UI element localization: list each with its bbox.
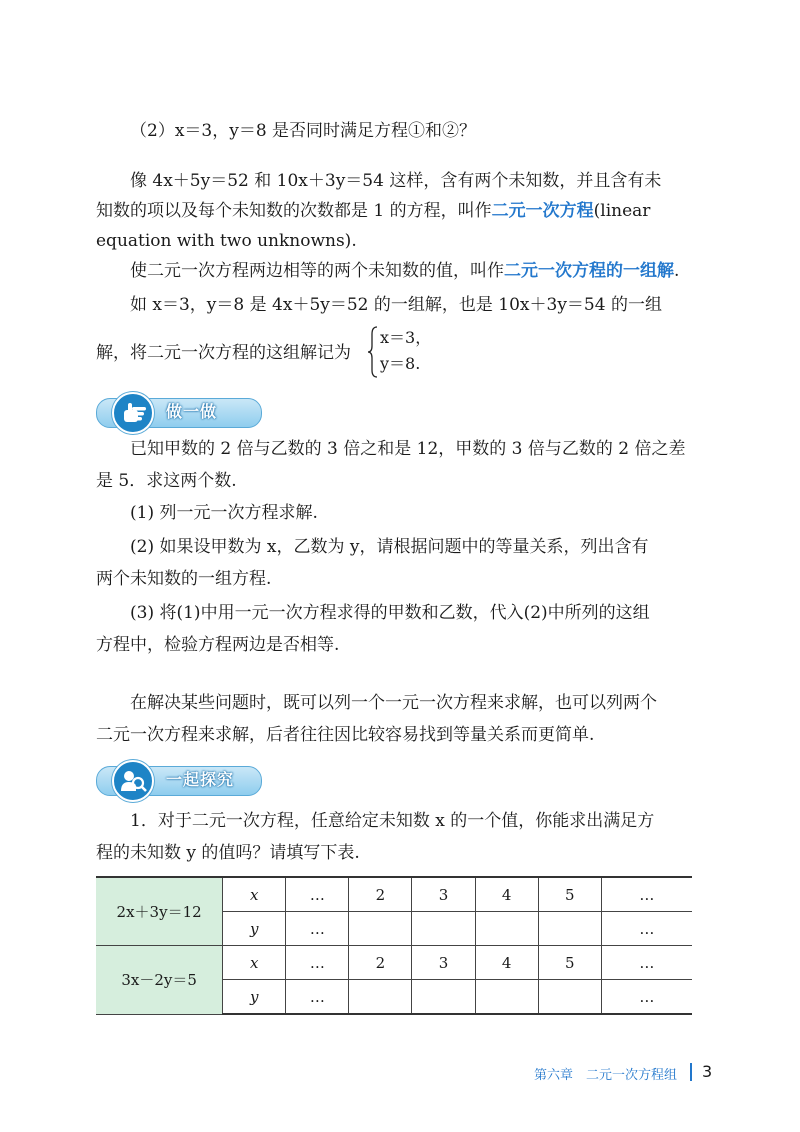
blank-cell[interactable] — [349, 980, 412, 1015]
footer-divider — [690, 1063, 692, 1081]
system-eq-2: y＝8. — [380, 354, 421, 373]
x-label-cell: x — [223, 877, 286, 912]
table-cell: 2 — [349, 877, 412, 912]
task-line-1: 已知甲数的 2 倍与乙数的 3 倍之和是 12，甲数的 3 倍与乙数的 2 倍之差 — [130, 439, 686, 459]
equation-system — [368, 326, 438, 378]
hand-icon — [112, 392, 154, 434]
term-solution: 二元一次方程的一组解 — [504, 261, 674, 281]
blank-cell[interactable] — [538, 980, 601, 1015]
banner-label: 一起探究 — [166, 770, 235, 789]
chapter-title: 第六章 二元一次方程组 — [534, 1068, 678, 1083]
equation-cell: 2x＋3y＝12 — [96, 877, 223, 946]
definition-english: (linear — [593, 201, 651, 221]
solution-def-end: . — [674, 261, 680, 281]
blank-cell[interactable] — [475, 980, 538, 1015]
y-label-cell: y — [223, 980, 286, 1015]
blank-cell[interactable] — [412, 912, 475, 946]
page-footer — [520, 1061, 720, 1085]
search-person-icon — [112, 760, 154, 802]
question-2: （2）x＝3，y＝8 是否同时满足方程①和②？ — [130, 121, 477, 141]
explore-line-1: 1．对于二元一次方程，任意给定未知数 x 的一个值，你能求出满足方 — [130, 811, 655, 831]
term-linear-equation: 二元一次方程 — [491, 201, 594, 221]
task-step-1: (1) 列一元一次方程求解. — [130, 503, 318, 523]
definition-line-3: equation with two unknowns). — [96, 231, 357, 251]
table-cell: … — [601, 946, 692, 980]
table-cell: 3 — [412, 877, 475, 912]
task-line-2: 是 5．求这两个数. — [96, 471, 237, 491]
table-cell: 5 — [538, 946, 601, 980]
table-cell: 3 — [412, 946, 475, 980]
definition-text: 知数的项以及每个未知数的次数都是 1 的方程，叫作 — [96, 201, 492, 221]
system-eq-1: x＝3， — [380, 328, 432, 347]
table-cell: 5 — [538, 877, 601, 912]
example-line-2: 解，将二元一次方程的这组解记为 — [96, 343, 351, 363]
table-row — [96, 877, 692, 912]
table-row — [96, 946, 692, 980]
example-line-1: 如 x＝3，y＝8 是 4x＋5y＝52 的一组解，也是 10x＋3y＝54 的一组 — [130, 295, 662, 315]
x-label-cell: x — [223, 946, 286, 980]
y-label-cell: y — [223, 912, 286, 946]
task-step-2a: (2) 如果设甲数为 x，乙数为 y，请根据问题中的等量关系，列出含有 — [130, 537, 649, 557]
table-cell: … — [286, 877, 349, 912]
definition-line-1: 像 4x＋5y＝52 和 10x＋3y＝54 这样，含有两个未知数，并且含有未 — [130, 171, 662, 191]
definition-line-2 — [96, 198, 706, 224]
table-cell: … — [286, 912, 349, 946]
explore-line-2: 程的未知数 y 的值吗？请填写下表. — [96, 843, 360, 863]
note-line-1: 在解决某些问题时，既可以列一个一元一次方程来求解，也可以列两个 — [130, 693, 657, 713]
banner-label: 做一做 — [166, 402, 218, 421]
table-cell: 2 — [349, 946, 412, 980]
solution-def-text: 使二元一次方程两边相等的两个未知数的值，叫作 — [130, 261, 504, 281]
task-step-3b: 方程中，检验方程两边是否相等. — [96, 635, 340, 655]
table-cell: … — [601, 912, 692, 946]
equation-cell: 3x－2y＝5 — [96, 946, 223, 1015]
value-table — [96, 876, 692, 1015]
brace-icon — [368, 326, 378, 378]
table-cell: 4 — [475, 877, 538, 912]
note-line-2: 二元一次方程来求解，后者往往因比较容易找到等量关系而更简单. — [96, 725, 595, 745]
table-cell: … — [601, 877, 692, 912]
task-step-2b: 两个未知数的一组方程. — [96, 569, 272, 589]
table-cell: … — [286, 946, 349, 980]
banner-explore — [96, 760, 262, 800]
blank-cell[interactable] — [349, 912, 412, 946]
table-cell: 4 — [475, 946, 538, 980]
solution-definition — [130, 258, 706, 284]
blank-cell[interactable] — [412, 980, 475, 1015]
page-number: 3 — [702, 1062, 713, 1081]
blank-cell[interactable] — [475, 912, 538, 946]
task-step-3a: (3) 将(1)中用一元一次方程求得的甲数和乙数，代入(2)中所列的这组 — [130, 603, 650, 623]
blank-cell[interactable] — [538, 912, 601, 946]
table-cell: … — [601, 980, 692, 1015]
table-cell: … — [286, 980, 349, 1015]
banner-do-it — [96, 392, 262, 432]
